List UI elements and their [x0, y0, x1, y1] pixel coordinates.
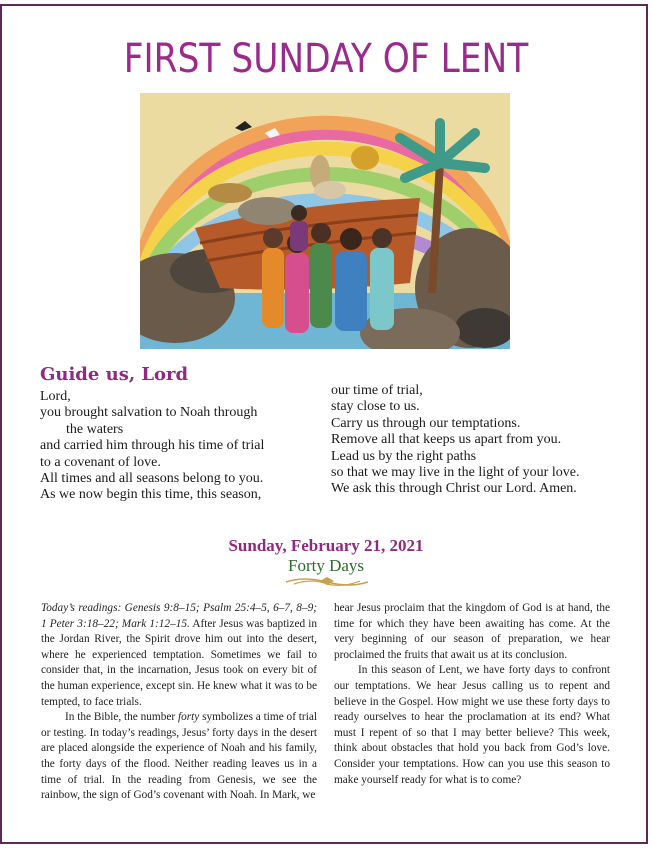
prayer-line: Remove all that keeps us apart from you.: [331, 432, 562, 448]
prayer-line: As we now begin this time, this season,: [40, 487, 262, 503]
prayer-line: our time of trial,: [331, 383, 423, 398]
prayer-line: so that we may live in the light of your love.: [331, 465, 580, 481]
body-paragraph: In this season of Lent, we have forty days to confront our temptations. We hear Jesus calling us to repent and believe in the Gospel. How might we use these forty days to ready ourselves to hear the proclamation at its end? What must I repent of so that I may better believe? This week, think about obstacles that hold you back from God’s love. Consider your temptations. How can you use this season to make yourself ready for what is to come?: [334, 664, 610, 786]
prayer-line: to a covenant of love.: [40, 454, 161, 470]
body-text: In the Bible, the number: [65, 711, 178, 724]
prayer-line: the waters: [66, 421, 124, 437]
ornament-flourish: [284, 576, 370, 588]
page-title: FIRST SUNDAY OF LENT: [123, 36, 529, 82]
emphasis-word: forty: [177, 711, 200, 724]
prayer-line: Carry us through our temptations.: [331, 415, 521, 431]
prayer-right-column: [331, 383, 579, 498]
sunday-date: Sunday, February 21, 2021: [228, 536, 424, 555]
prayer-left-column: [40, 389, 264, 504]
body-paragraph: [41, 601, 317, 710]
prayer-line: and carried him through his time of trial: [40, 438, 265, 454]
prayer-line: All times and all seasons belong to you.: [40, 471, 264, 487]
readings-citation: Today’s readings: Genesis 9:8–15; Psalm 25:4–5, 6–7, 8–9; 1 Peter 3:18–22; Mark 1:12–15.: [41, 602, 317, 630]
prayer-line: Lord,: [40, 389, 71, 404]
body-column-left: [41, 601, 317, 804]
body-paragraph: [41, 710, 317, 804]
prayer-line: Lead us by the right paths: [331, 448, 477, 464]
section-subtitle: Forty Days: [287, 556, 365, 575]
body-text: After Jesus was baptized in the Jordan River, the Spirit drove him out into the desert, where he experienced temptation. Sometimes we fail to consider that, in the incarnation, Jesus took on every bit of the human experience, except sin. He knew what it was to be tempted, to face trials.: [41, 617, 317, 708]
body-column-right: [334, 601, 610, 788]
prayer-line: We ask this through Christ our Lord. Amen.: [331, 481, 577, 497]
prayer-line: you brought salvation to Noah through: [40, 405, 258, 421]
prayer-heading: Guide us, Lord: [40, 364, 189, 385]
noahs-ark-illustration: [140, 93, 510, 349]
body-paragraph: hear Jesus proclaim that the kingdom of God is at hand, the time for which they have been awaiting has come. At the very beginning of our season of preparation, we hear proclaimed the fruits that await us at its conclusion.: [334, 602, 610, 661]
body-text: symbolizes a time of trial or testing. In today’s readings, Jesus’ forty days in the desert are placed alongside the experience of Noah and his family, the forty days of the flood. Neither reading leaves us in a time of trial. In the reading from Genesis, we see the rainbow, the sign of God’s covenant with Noah. In Mark, we: [41, 711, 317, 802]
prayer-line: stay close to us.: [331, 399, 420, 415]
